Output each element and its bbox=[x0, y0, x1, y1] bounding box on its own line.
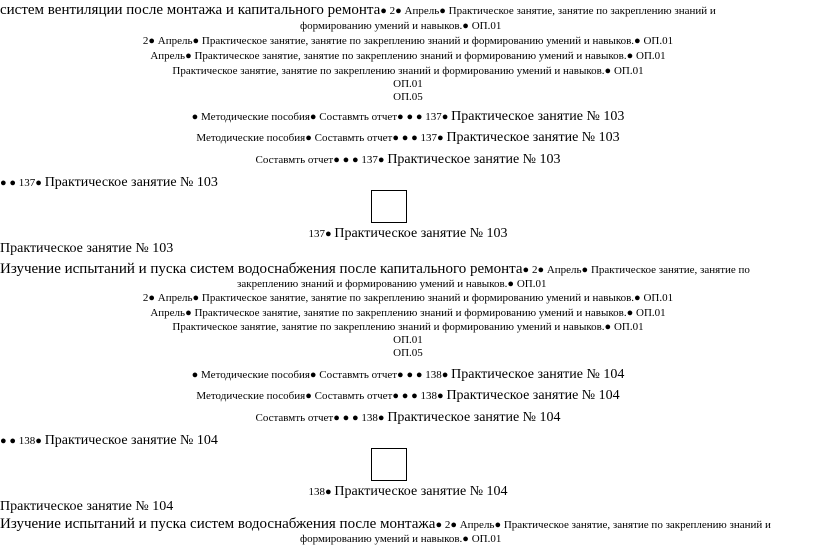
text-line: ● ● 137● Практическое занятие № 103 bbox=[0, 175, 218, 190]
text-line: 2● Апрель● Практическое занятие, занятие по закреплению знаний и формированию умений и навыков.● ОП.01 bbox=[142, 292, 674, 304]
text-line: Практическое занятие № 103 bbox=[0, 241, 174, 256]
text-line: ОП.05 bbox=[393, 347, 423, 359]
text-line: Методические пособия● Составмть отчет● ● ● 137● Практическое занятие № 103 bbox=[196, 130, 620, 145]
text-line: формированию умений и навыков.● ОП.01 bbox=[300, 20, 502, 32]
text-line: ОП.01 bbox=[393, 78, 423, 90]
text-line: формированию умений и навыков.● ОП.01 bbox=[300, 533, 502, 545]
text-line: Изучение испытаний и пуска систем водоснабжения после монтажа● 2● Апрель● Практическое занятие, занятие по закреплению знаний и bbox=[0, 516, 771, 532]
text-line: Составмть отчет● ● ● 138● Практическое занятие № 104 bbox=[255, 410, 561, 425]
text-line: Методические пособия● Составмть отчет● ● ● 138● Практическое занятие № 104 bbox=[196, 388, 620, 403]
text-line: 137● Практическое занятие № 103 bbox=[308, 226, 508, 241]
text-line: ● ● 138● Практическое занятие № 104 bbox=[0, 433, 218, 448]
text-line: закреплению знаний и формированию умений и навыков.● ОП.01 bbox=[237, 278, 547, 290]
text-line: Практическое занятие, занятие по закреплению знаний и формированию умений и навыков.● ОП.01 bbox=[172, 321, 644, 333]
text-line: Апрель● Практическое занятие, занятие по закреплению знаний и формированию умений и навыков.● ОП.01 bbox=[150, 307, 666, 319]
text-line: 2● Апрель● Практическое занятие, занятие по закреплению знаний и формированию умений и навыков.● ОП.01 bbox=[142, 35, 674, 47]
text-line: ОП.05 bbox=[393, 91, 423, 103]
text-line: Составмть отчет● ● ● 137● Практическое занятие № 103 bbox=[255, 152, 561, 167]
text-line: Практическое занятие, занятие по закреплению знаний и формированию умений и навыков.● ОП.01 bbox=[172, 65, 644, 77]
text-line: ● Методические пособия● Составмть отчет● ● ● 137● Практическое занятие № 103 bbox=[191, 109, 625, 124]
empty-box bbox=[371, 190, 407, 223]
text-line: Практическое занятие № 104 bbox=[0, 499, 174, 514]
text-line: Изучение испытаний и пуска систем водоснабжения после капитального ремонта● 2● Апрель● Практическое занятие, занятие по bbox=[0, 261, 750, 277]
text-line: 138● Практическое занятие № 104 bbox=[308, 484, 508, 499]
text-line: систем вентиляции после монтажа и капитального ремонта● 2● Апрель● Практическое занятие, занятие по закреплению знаний и bbox=[0, 2, 716, 18]
text-line: ОП.01 bbox=[393, 334, 423, 346]
text-line: Апрель● Практическое занятие, занятие по закреплению знаний и формированию умений и навыков.● ОП.01 bbox=[150, 50, 666, 62]
text-line: ● Методические пособия● Составмть отчет● ● ● 138● Практическое занятие № 104 bbox=[191, 367, 625, 382]
empty-box bbox=[371, 448, 407, 481]
